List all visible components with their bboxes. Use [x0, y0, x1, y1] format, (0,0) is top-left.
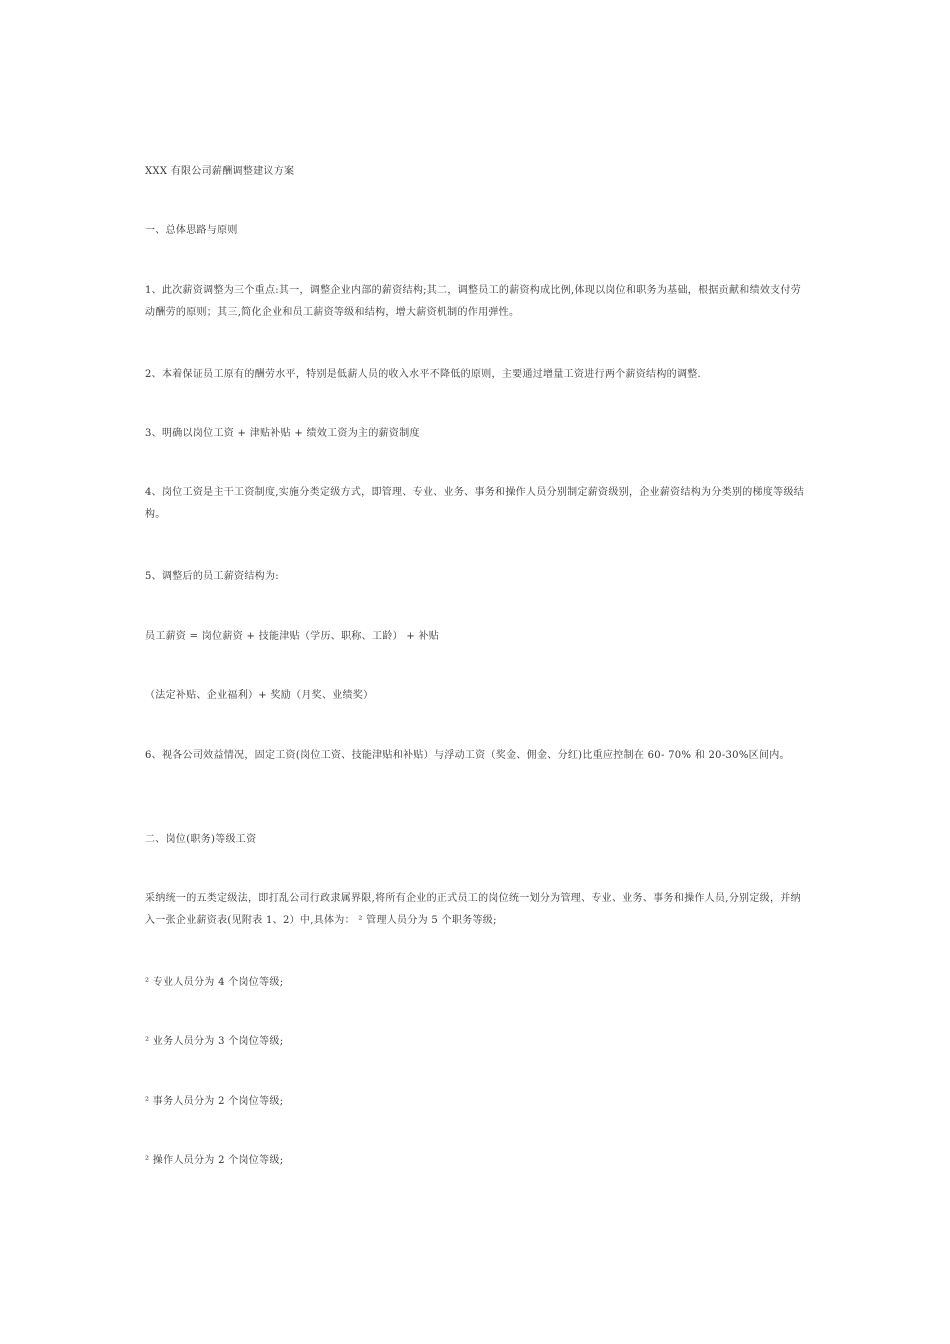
paragraph-7: 采纳统一的五类定级法，即打乱公司行政隶属界限,将所有企业的正式员工的岗位统一划分为管理、专业、业务、事务和操作人员,分别定级，并纳入一张企业薪资表(见附表 1、2）中,具体为： ² 管理人员分为 5 个职务等级;	[145, 893, 801, 926]
section-heading-grade-wages: 二、岗位(职务)等级工资	[145, 834, 257, 845]
list-item: ² 事务人员分为 2 个岗位等级;	[145, 1096, 284, 1107]
document-title: XXX 有限公司薪酬调整建议方案	[145, 166, 295, 177]
list-item: ² 操作人员分为 2 个岗位等级;	[145, 1155, 284, 1166]
paragraph-3: 3、明确以岗位工资 + 津贴补贴 + 绩效工资为主的薪资制度	[145, 428, 420, 439]
list-item: ² 专业人员分为 4 个岗位等级;	[145, 977, 284, 988]
paragraph-5: 5、调整后的员工薪资结构为:	[145, 571, 279, 582]
salary-formula-line-2: （法定补贴、企业福利）+ 奖励（月奖、业绩奖）	[145, 690, 374, 701]
paragraph-2: 2、本着保证员工原有的酬劳水平，特别是低薪人员的收入水平不降低的原则，主要通过增量工资进行两个薪资结构的调整.	[145, 369, 702, 380]
paragraph-6: 6、视各公司效益情况，固定工资(岗位工资、技能津贴和补贴）与浮动工资（奖金、佣金、分红)比重应控制在 60- 70% 和 20-30%区间内。	[145, 750, 790, 761]
paragraph-1: 1、此次薪资调整为三个重点:其一，调整企业内部的薪资结构;其二，调整员工的薪资构成比例,体现以岗位和职务为基础，根据贡献和绩效支付劳动酬劳的原则；其三,简化企业和员工薪资等级和结构，增大薪资机制的作用弹性。	[145, 285, 802, 318]
salary-formula-line-1: 员工薪资 = 岗位薪资 + 技能津贴（学历、职称、工龄） + 补贴	[145, 631, 440, 642]
list-item: ² 业务人员分为 3 个岗位等级;	[145, 1036, 284, 1047]
paragraph-4: 4、岗位工资是主干工资制度,实施分类定级方式，即管理、专业、业务、事务和操作人员分别制定薪资级别，企业薪资结构为分类别的梯度等级结构。	[145, 487, 805, 520]
section-heading-principles: 一、总体思路与原则	[145, 225, 238, 236]
